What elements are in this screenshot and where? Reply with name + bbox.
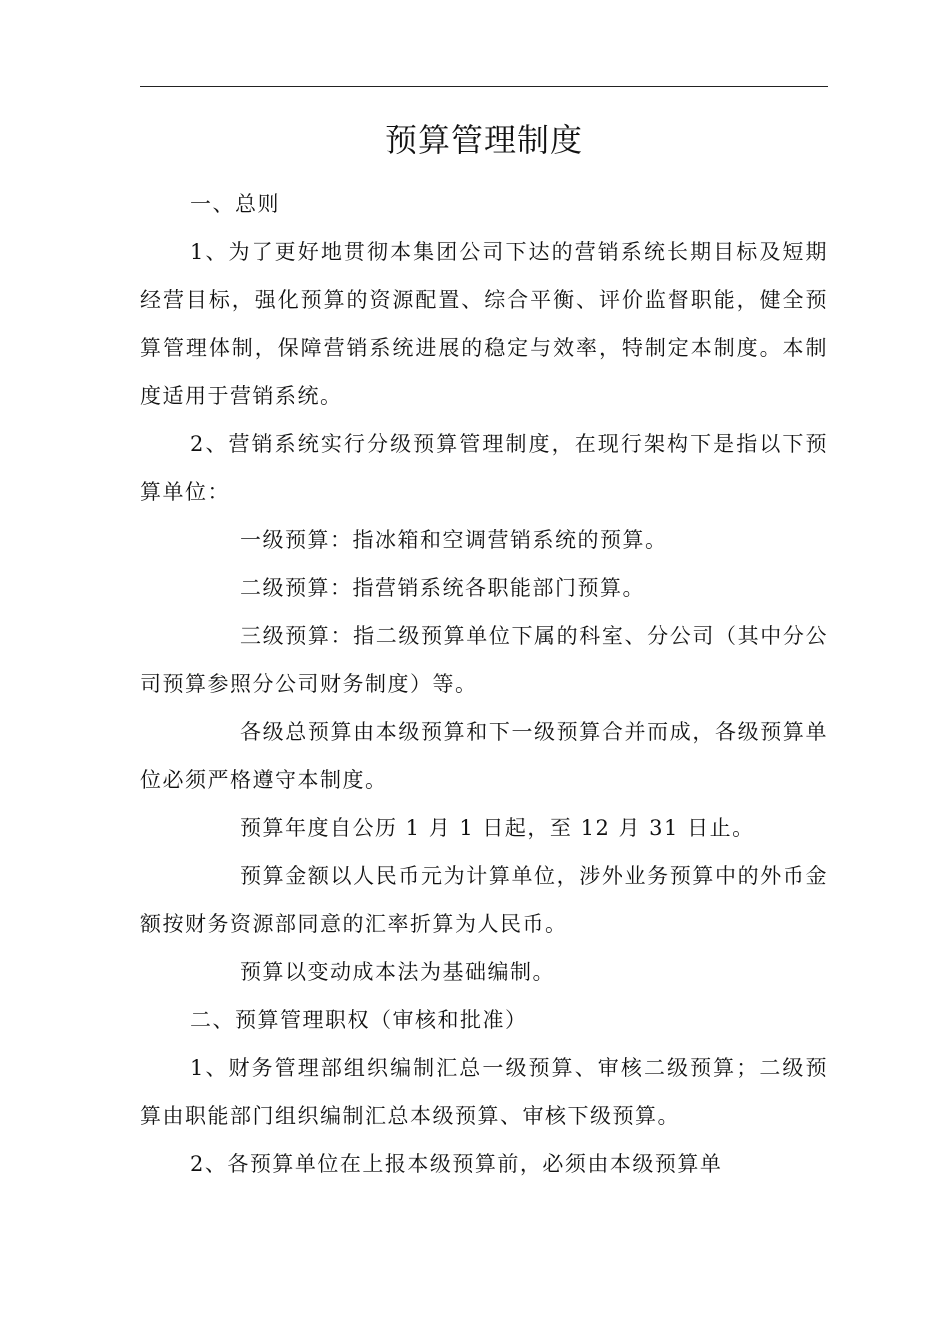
paragraph-submission: 2、各预算单位在上报本级预算前，必须由本级预算单 <box>190 1152 723 1176</box>
section-heading-general: 一、总则 <box>190 192 280 216</box>
section-heading-authority: 二、预算管理职权（审核和批准） <box>190 1008 528 1032</box>
paragraph-purpose: 1、为了更好地贯彻本集团公司下达的营销系统长期目标及短期经营目标，强化预算的资源配置、综合平衡、评价监督职能，健全预算管理体制，保障营销系统进展的稳定与效率，特制定本制度。本制度适用于营销系统。 <box>140 240 828 408</box>
paragraph-level-two: 二级预算：指营销系统各职能部门预算。 <box>240 576 645 600</box>
paragraph-budget-year: 预算年度自公历 1 月 1 日起，至 12 月 31 日止。 <box>240 816 755 840</box>
header-rule <box>140 86 828 87</box>
document-title: 预算管理制度 <box>384 121 583 159</box>
paragraph-total-budget: 各级总预算由本级预算和下一级预算合并而成，各级预算单位必须严格遵守本制度。 <box>140 720 828 792</box>
paragraph-level-one: 一级预算：指冰箱和空调营销系统的预算。 <box>240 528 668 552</box>
paragraph-finance-dept: 1、财务管理部组织编制汇总一级预算、审核二级预算；二级预算由职能部门组织编制汇总本级预算、审核下级预算。 <box>140 1056 828 1128</box>
document-body <box>140 180 828 1188</box>
paragraph-costing-method: 预算以变动成本法为基础编制。 <box>240 960 555 984</box>
paragraph-budget-levels: 2、营销系统实行分级预算管理制度，在现行架构下是指以下预算单位： <box>140 432 828 504</box>
paragraph-currency: 预算金额以人民币元为计算单位，涉外业务预算中的外币金额按财务资源部同意的汇率折算为人民币。 <box>140 864 828 936</box>
paragraph-level-three: 三级预算：指二级预算单位下属的科室、分公司（其中分公司预算参照分公司财务制度）等。 <box>140 624 828 696</box>
